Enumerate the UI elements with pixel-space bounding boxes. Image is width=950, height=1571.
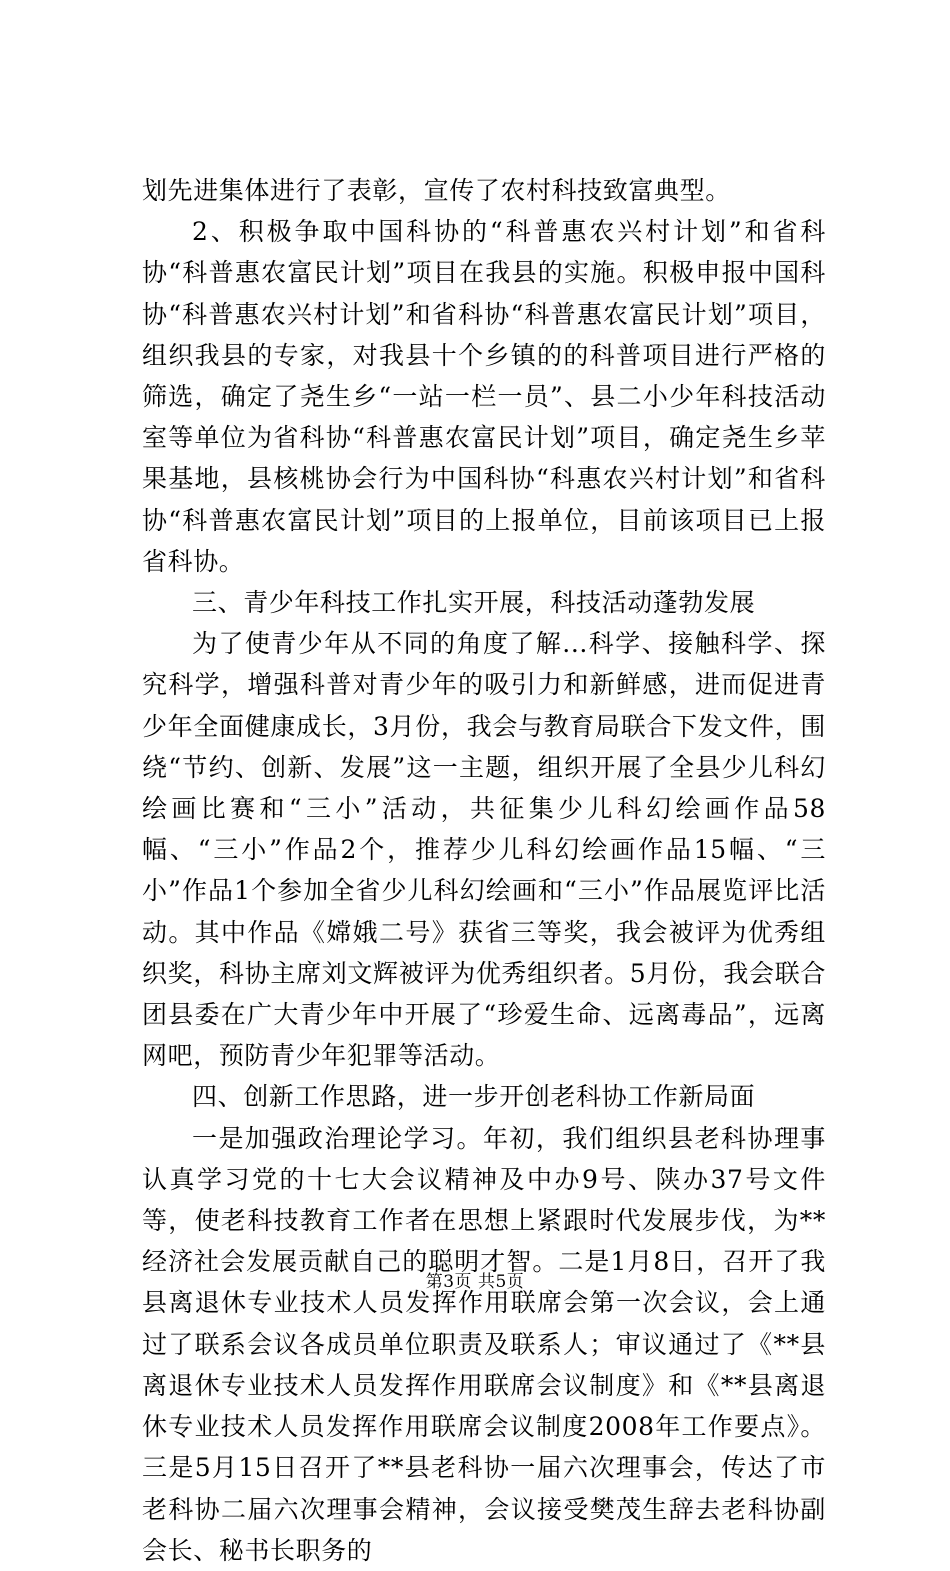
page-number-footer: 第3页 共5页 — [425, 1272, 525, 1292]
paragraph-youth-activities: 为了使青少年从不同的角度了解...科学、接触科学、探究科学，增强科普对青少年的吸引力和新鲜感，进而促进青少年全面健康成长，3月份，我会与教育局联合下发文件，围绕“节约、创新、发展”这一主题，组织开展了全县少儿科幻绘画比赛和“三小”活动，共征集少儿科幻绘画作品58幅、“三小”作品2个，推荐少儿科幻绘画作品15幅、“三小”作品1个参加全省少儿科幻绘画和“三小”作品展览评比活动。其中作品《嫦娥二号》获省三等奖，我会被评为优秀组织奖，科协主席刘文辉被评为优秀组织者。5月份，我会联合团县委在广大青少年中开展了“珍爱生命、远离毒品”，远离网吧，预防青少年犯罪等活动。 — [142, 629, 826, 1071]
paragraph-senior-association: 一是加强政治理论学习。年初，我们组织县老科协理事认真学习党的十七大会议精神及中办9号、陕办37号文件等，使老科技教育工作者在思想上紧跟时代发展步伐，为**经济社会发展贡献自己的聪明才智。二是1月8日，召开了我县离退休专业技术人员发挥作用联席会第一次会议，会上通过了联系会议各成员单位职责及联系人；审议通过了《**县离退休专业技术人员发挥作用联席会议制度》和《**县离退休专业技术人员发挥作用联席会议制度2008年工作要点》。三是5月15日召开了**县老科协一届六次理事会，传达了市老科协二届六次理事会精神，会议接受樊茂生辞去老科协副会长、秘书长职务的 — [142, 1123, 826, 1565]
paragraph-continuation: 划先进集体进行了表彰，宣传了农村科技致富典型。 — [142, 176, 731, 205]
document-body — [142, 170, 826, 1571]
paragraph-science-project: 2、积极争取中国科协的“科普惠农兴村计划”和省科协“科普惠农富民计划”项目在我县的实施。积极申报中国科协“科普惠农兴村计划”和省科协“科普惠农富民计划”项目，组织我县的专家，对我县十个乡镇的的科普项目进行严格的筛选，确定了尧生乡“一站一栏一员”、县二小少年科技活动室等单位为省科协“科普惠农富民计划”项目，确定尧生乡苹果基地，县核桃协会行为中国科协“科惠农兴村计划”和省科协“科普惠农富民计划”项目的上报单位，目前该项目已上报省科协。 — [142, 217, 826, 576]
section-heading-youth: 三、青少年科技工作扎实开展，科技活动蓬勃发展 — [192, 588, 756, 618]
section-heading-senior-association: 四、创新工作思路，进一步开创老科协工作新局面 — [192, 1082, 756, 1112]
